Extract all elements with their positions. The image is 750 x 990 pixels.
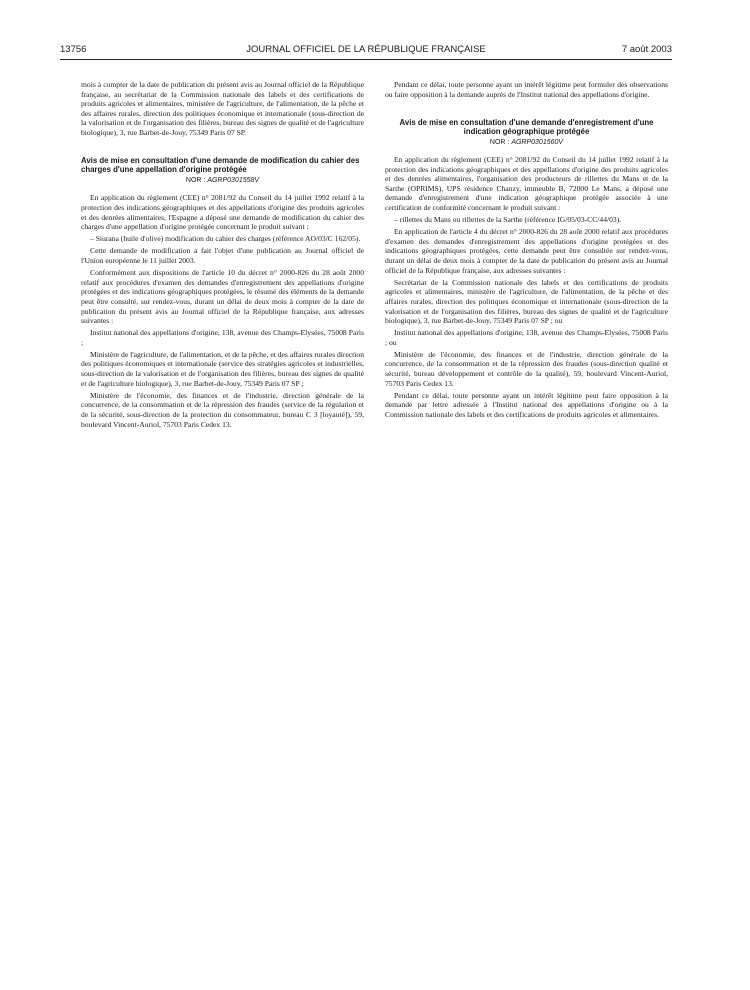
- left-paragraph: Ministère de l'agriculture, de l'alimentation, et de la pêche, et des affaires rurales direction des politiques économiques et internationale (service des stratégies agricoles et industrielles, sous-direction de la valorisation et de l'organisation des filières, bureau des signes de qualité et de l'agriculture biologique), 3, rue Barbet-de-Jouy, 75349 Paris 07 SP ;: [81, 349, 364, 388]
- left-intro-paragraph: mois à compter de la date de publication du présent avis au Journal officiel de la République française, au secrétariat de la Commission nationale des labels et des certifications de produits agricoles et alimentaires, ministère de l'agriculture, de l'alimentation, de la pêche et des affaires rurales, direction des politiques économique et internationale (sous-direction de la valorisation et de l'organisation des filières, bureau des signes de qualité et de l'agriculture biologique), 3, rue Barbet-de-Jouy, 75349 Paris 07 SP.: [81, 80, 364, 137]
- header-rule: [60, 59, 672, 60]
- left-nor-code: AGRP0301558V: [207, 177, 260, 185]
- left-paragraph: Ministère de l'économie, des finances et de l'industrie, direction générale de la concurrence, de la consommation et de la répression des fraudes (service de la régulation et de la sécurité, sous-direction de la protection du consommateur, bureau C 3 [loyauté]), 59, boulevard Vincent-Auriol, 75703 Paris Cedex 13.: [81, 390, 364, 429]
- left-paragraph: Conformément aux dispositions de l'article 10 du décret n° 2000-826 du 28 août 2000 relatif aux procédures d'examen des demandes d'enregistrement des appellations d'origine protégées et des indications géographiques protégées, le résumé des éléments de la demande peut être consulté, sur rendez-vous, durant un délai de deux mois à compter de la date de publication du présent avis au Journal officiel de la République française, aux adresses suivantes :: [81, 268, 364, 326]
- left-nor-label: NOR :: [185, 177, 206, 185]
- page-number: 13756: [60, 44, 87, 55]
- right-paragraph: Ministère de l'économie, des finances et de l'industrie, direction générale de la concurrence, de la consommation et de la répression des fraudes (sous-direction qualité et sécurité, bureau développement et contrôle de la qualité), 59, boulevard Vincent-Auriol, 75703 Paris Cedex 13.: [385, 349, 668, 388]
- right-paragraph: En application du règlement (CEE) n° 2081/92 du Conseil du 14 juillet 1992 relatif à la protection des indications géographiques et des appellations d'origine des produits agricoles et des denrées alimentaires, l'organisation des producteurs de rillettes du Mans et de la Sarthe (OPRIMS), UPS résidence Chanzy, immeuble B, 72000 Le Mans, a déposé une demande d'enregistrement d'une indication géographique protégée associée à une certification de conformité concernant le produit suivant :: [385, 155, 668, 213]
- right-notice-title: Avis de mise en consultation d'une demande d'enregistrement d'une indication géographique protégée: [399, 117, 654, 136]
- right-nor-label: NOR :: [489, 139, 510, 147]
- left-nor-reference: [81, 176, 364, 185]
- left-paragraph: En application du règlement (CEE) n° 2081/92 du Conseil du 14 juillet 1992 relatif à la protection des indications géographiques et des appellations d'origine des produits agricoles et des denrées alimentaires, l'Espagne a déposé une demande de modification du cahier des charges d'une appellation d'origine protégée concernant le produit suivant :: [81, 193, 364, 232]
- right-paragraph: Institut national des appellations d'origine, 138, avenue des Champs-Elysées, 75008 Paris ; ou: [385, 328, 668, 347]
- page-header: [60, 43, 672, 57]
- publication-date: 7 août 2003: [621, 44, 672, 55]
- right-intro-paragraph: Pendant ce délai, toute personne ayant un intérêt légitime peut formuler des observations ou faire opposition à la demande auprès de l'Institut national des appellations d'origine.: [385, 80, 668, 99]
- left-paragraph: Institut national des appellations d'origine, 138, avenue des Champs-Elysées, 75008 Paris ;: [81, 328, 364, 347]
- right-nor-code: AGRP0301560V: [511, 139, 564, 147]
- right-column: [385, 80, 668, 422]
- left-list-item: – Siurana (huile d'olive) modification du cahier des charges (référence AO/03/C 162/05).: [90, 234, 361, 244]
- left-notice-title: Avis de mise en consultation d'une demande de modification du cahier des charges d'une appellation d'origine protégée: [81, 156, 360, 175]
- right-nor-reference: [385, 138, 668, 147]
- left-paragraph: Cette demande de modification a fait l'objet d'une publication au Journal officiel de l'Union européenne le 11 juillet 2003.: [81, 246, 364, 266]
- right-paragraph: Secrétariat de la Commission nationale des labels et des certifications de produits agricoles et alimentaires, ministère de l'agriculture, de l'alimentation, de la pêche et des affaires rurales, direction des politiques économique et internationale (sous-direction de la valorisation et de l'organisation des filières, bureau des signes de qualité et de l'agriculture biologique), 3, rue Barbet-de-Jouy, 75349 Paris 07 SP ; ou: [385, 277, 668, 326]
- right-list-item: – rillettes du Mans ou rillettes de la Sarthe (référence IG/05/03-CC/44/03).: [394, 215, 622, 225]
- right-paragraph: En application de l'article 4 du décret n° 2000-826 du 28 août 2000 relatif aux procédures d'examen des demandes d'enregistrement des appellations d'origine protégées et des indications géographiques protégées, cette demande peut être consultée sur rendez-vous, durant un délai de deux mois à compter de la date de publication du présent avis au Journal officiel de la République française, aux adresses suivantes :: [385, 227, 668, 275]
- journal-title: JOURNAL OFFICIEL DE LA RÉPUBLIQUE FRANÇAISE: [246, 44, 486, 55]
- right-paragraph: Pendant ce délai, toute personne ayant un intérêt légitime peut faire opposition à la demande par lettre adressée à l'Institut national des appellations d'origine ou à la Commission nationale des labels et des certifications de produits agricoles et alimentaires.: [385, 390, 668, 419]
- left-column: [81, 80, 364, 432]
